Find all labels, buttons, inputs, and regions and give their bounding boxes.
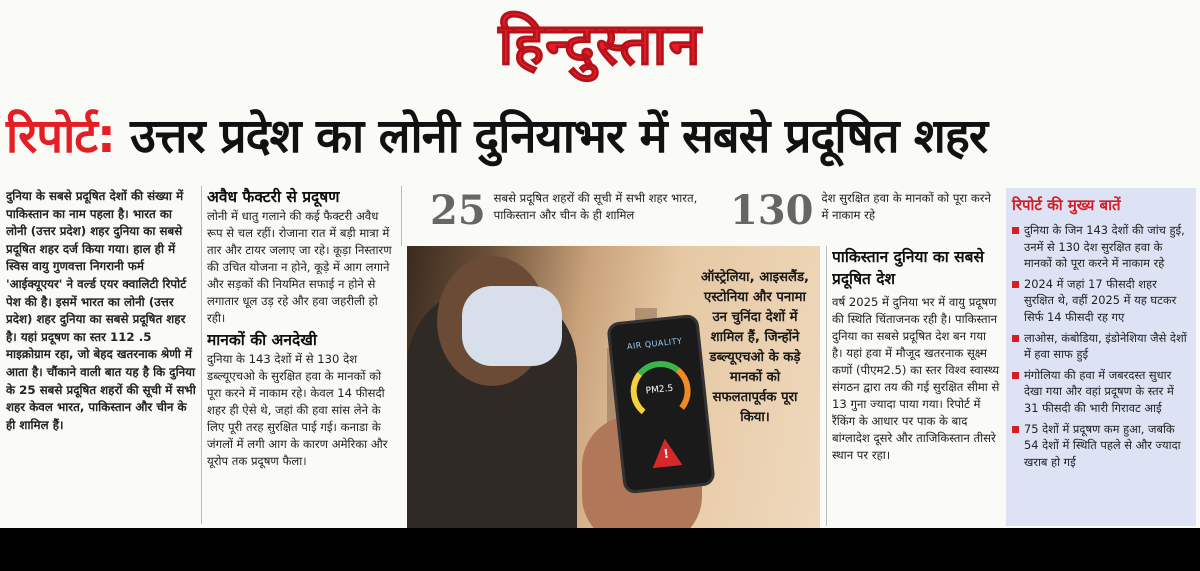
masthead-logo: हिन्दुस्तान [498,10,702,78]
list-item-text: मंगोलिया की हवा में जबरदस्त सुधार देखा गया और वहां प्रदूषण के स्तर में 31 फीसदी की भारी गिरावट आई [1024,367,1174,415]
section-heading-standards: मानकों की अनदेखी [207,331,317,349]
photo-caption: ऑस्ट्रेलिया, आइसलैंड, एस्टोनिया और पनामा उन चुनिंदा देशों में शामिल हैं, जिन्होंने डब्ल्यूएचओ के कड़े मानकों को सफलतापूर्वक पूरा किया। [700,270,810,425]
phone-screen-title: AIR QUALITY [626,336,683,352]
left-column-text: दुनिया के सबसे प्रदूषित देशों की संख्या में पाकिस्तान का नाम पहला है। भारत का लोनी (उत्तर प्रदेश) शहर दुनिया का सबसे प्रदूषित शहर दर्ज किया गया। हाल ही में स्विस वायु गुणवत्ता निगरानी फर्म 'आईक्यूएयर' ने वर्ल्ड एयर क्वालिटी रिपोर्ट पेश की है। इसमें भारत का लोनी (उत्तर प्रदेश) शहर दुनिया का सबसे प्रदूषित शहर है। यहां प्रदूषण का स्तर 112 .5 माइक्रोग्राम रहा, जो बेहद खतरनाक श्रेणी में आता है। चौंकाने वाली बात यह है कि दुनिया के 25 सबसे प्रदूषित शहरों की सूची में सभी शहर केवल भारत, पाकिस्तान और चीन के ही शामिल हैं। [6,189,196,432]
headline-text: उत्तर प्रदेश का लोनी दुनियाभर में सबसे प्रदूषित शहर [114,109,988,164]
section-body-standards: दुनिया के 143 देशों में से 130 देश डब्ल्यूएचओ के सुरक्षित हवा के मानकों को पूरा करने में नाकाम रहे। केवल 14 फीसदी शहर ही ऐसे थे, जहां की हवा सांस लेने के लिए पूरी तरह सुरक्षित पाई गई। कनाडा के जंगलों में लगी आग के कारण अमेरिका और यूरोप तक प्रदूषण फैला। [207,352,388,468]
section-heading-pakistan: पाकिस्तान दुनिया का सबसे प्रदूषित देश [832,248,984,288]
stat-number: 25 [430,187,486,234]
masthead [0,0,1200,92]
stat-text: देश सुरक्षित हवा के मानकों को पूरा करने में नाकाम रहे [821,191,991,222]
list-item [1012,330,1190,363]
list-item-text: दुनिया के जिन 143 देशों की जांच हुई, उनमें से 130 देश सुरक्षित हवा के मानकों को पूरा करने में नाकाम रहे [1024,223,1185,271]
bullet-icon [1012,372,1019,379]
list-item [1012,276,1190,326]
section-heading-illegal-factory: अवैध फैक्टरी से प्रदूषण [207,188,340,206]
bottom-black-band [0,528,1200,571]
bullet-icon [1012,227,1019,234]
key-points-list [1012,222,1190,470]
section-body-pakistan: वर्ष 2025 में दुनिया भर में वायु प्रदूषण की स्थिति चिंताजनक रही है। पाकिस्तान दुनिया का सबसे प्रदूषित देश बन गया है। यहां हवा में मौजूद खतरनाक सूक्ष्म कणों (पीएम2.5) का स्तर विश्व स्वास्थ्य संगठन द्वारा तय की गई सुरक्षित सीमा से 13 गुना ज्यादा पाया गया। रिपोर्ट में रैंकिंग के आधार पर पाक के बाद बांग्लादेश दूसरे और ताजिकिस्तान तीसरे स्थान पर रहा। [832,295,1000,462]
column-divider [401,186,402,246]
headline-kicker: रिपोर्ट: [6,109,115,164]
column-divider [826,246,827,526]
face-mask [462,286,562,366]
list-item [1012,222,1190,272]
stat-box-25 [430,188,720,234]
list-item [1012,367,1190,417]
list-item-text: लाओस, कंबोडिया, इंडोनेशिया जैसे देशों में हवा साफ हुई [1024,330,1187,362]
sidebar-title: रिपोर्ट की मुख्य बातें [1012,196,1121,214]
phone-reading: PM2.5 [645,383,674,397]
list-item-text: 2024 में जहां 17 फीसदी शहर सुरक्षित थे, वहीं 2025 में यह घटकर सिर्फ 14 फीसदी रह गए [1024,276,1177,324]
list-item [1012,421,1190,471]
stat-number: 130 [730,187,814,234]
key-points-sidebar [1006,188,1196,526]
photo-person-checking-air-quality [407,246,820,528]
warning-mark: ! [662,446,670,461]
bullet-icon [1012,335,1019,342]
stat-text: सबसे प्रदूषित शहरों की सूची में सभी शहर भारत, पाकिस्तान और चीन के ही शामिल [493,191,698,222]
middle-column [207,186,395,526]
stat-box-130 [730,188,1000,234]
bullet-icon [1012,426,1019,433]
list-item-text: 75 देशों में प्रदूषण कम हुआ, जबकि 54 देशों में स्थिति पहले से और ज्यादा खराब हो गई [1024,421,1181,469]
right-column [832,246,1000,526]
section-body-illegal-factory: लोनी में धातु गलाने की कई फैक्टरी अवैध रूप से चल रहीं। रोजाना रात में बड़ी मात्रा में तार और टायर जलाए जा रहे। कूड़ा निस्तारण की उचित योजना न होने, कूड़े में आग लगाने और सड़कों की नियमित सफाई न होने से लगातार धूल उड़ रहे और हवा जहरीली हो रही। [207,209,392,325]
bullet-icon [1012,281,1019,288]
headline [6,96,1196,178]
column-divider [201,186,202,524]
